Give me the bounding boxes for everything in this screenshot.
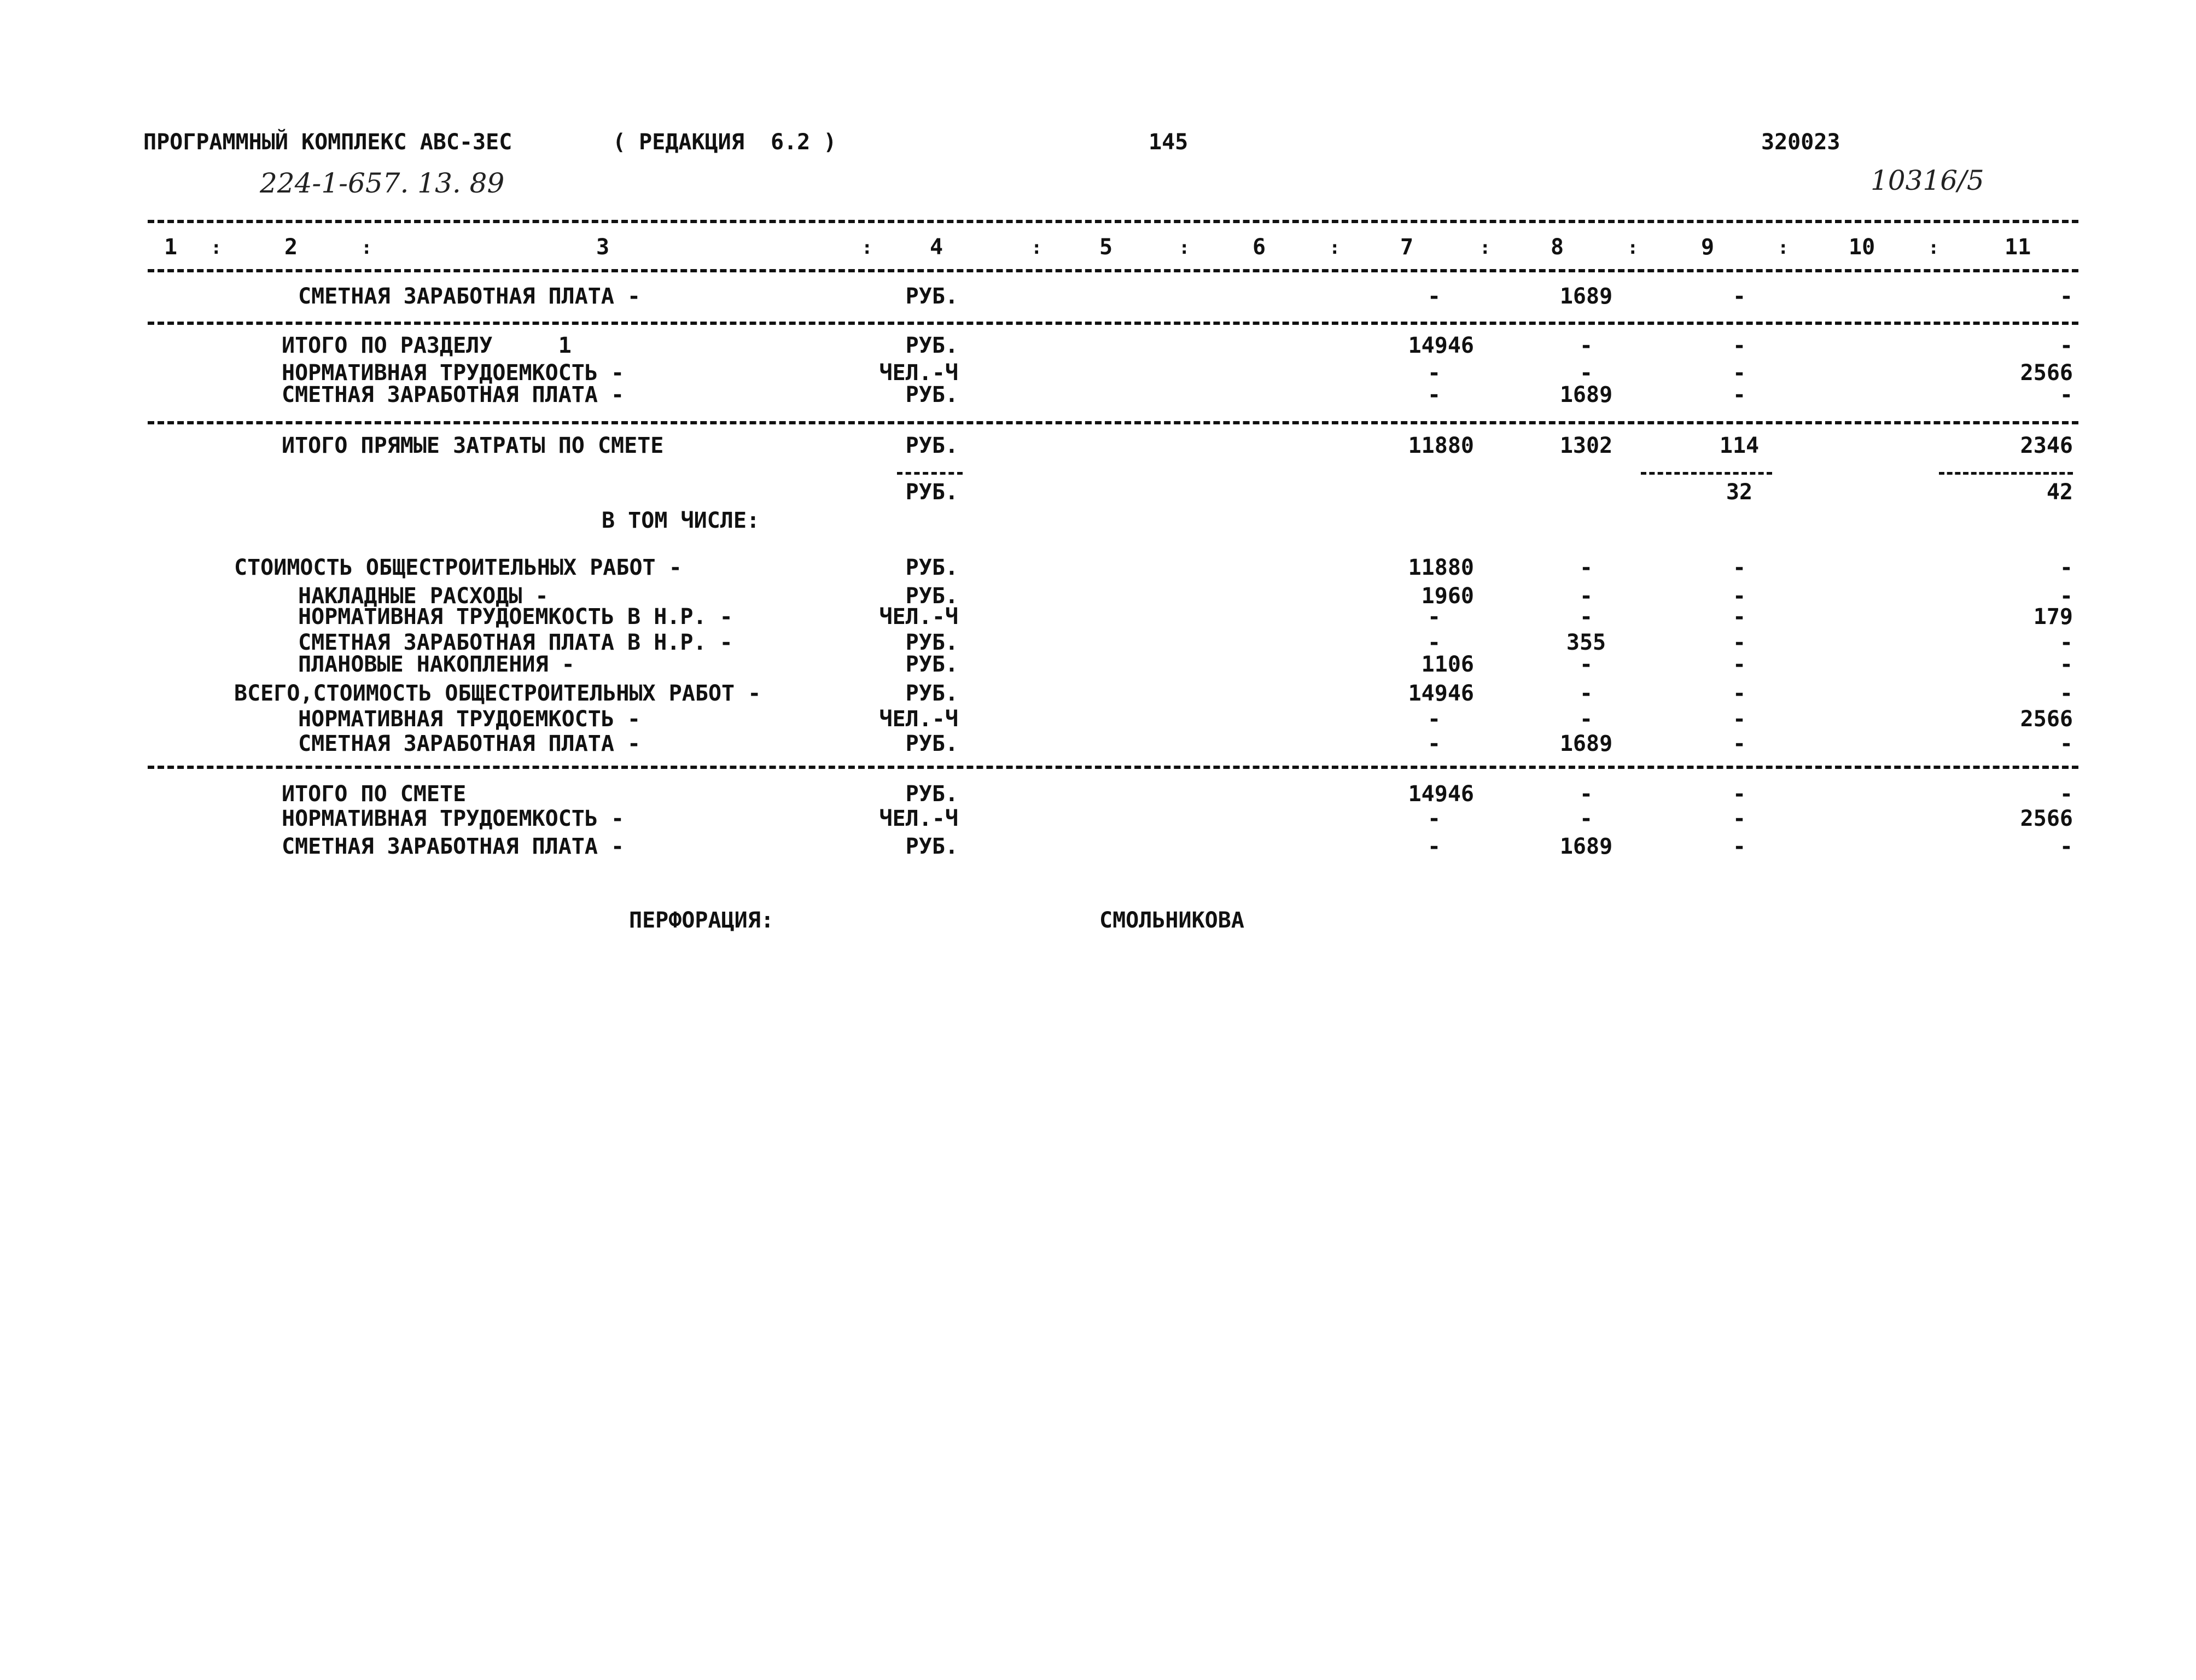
row-unit: РУБ. — [905, 433, 958, 458]
cell-col9: - — [1732, 681, 1746, 706]
cell-col11: 42 — [2046, 480, 2073, 505]
page-number: 145 — [1149, 130, 1189, 155]
cell-col9: - — [1732, 707, 1746, 732]
cell-col9: - — [1732, 333, 1746, 358]
cell-col9: - — [1732, 834, 1746, 859]
column-separator: : — [1627, 237, 1639, 259]
cell-col11: - — [2059, 584, 2073, 609]
cell-col11: - — [2059, 382, 2073, 407]
row-label: СМЕТНАЯ ЗАРАБОТНАЯ ПЛАТА В Н.Р. - — [298, 630, 733, 655]
handwritten-sheet-number: 10316/5 — [1871, 165, 1984, 196]
row-unit: РУБ. — [905, 834, 958, 859]
column-header: 3 — [596, 235, 610, 260]
cell-col9: - — [1732, 652, 1746, 677]
cell-col8: - — [1579, 360, 1593, 386]
cell-col7: - — [1428, 630, 1441, 655]
row-label: ПЛАНОВЫЕ НАКОПЛЕНИЯ - — [298, 652, 575, 677]
cell-col9: - — [1732, 382, 1746, 407]
row-unit: ЧЕЛ.-Ч — [879, 806, 958, 831]
cell-col9: - — [1732, 555, 1746, 580]
row-unit: РУБ. — [905, 652, 958, 677]
section-rule — [148, 766, 2078, 769]
col9-underline — [1641, 472, 1772, 475]
row-label: В ТОМ ЧИСЛЕ: — [602, 508, 760, 533]
cell-col8: 1689 — [1559, 834, 1613, 859]
cell-col8: - — [1579, 604, 1593, 629]
cell-col11: 2566 — [2020, 806, 2073, 831]
cell-col8: - — [1579, 333, 1593, 358]
edition-label: ( РЕДАКЦИЯ 6.2 ) — [613, 130, 837, 155]
row-label: СМЕТНАЯ ЗАРАБОТНАЯ ПЛАТА - — [298, 284, 641, 309]
cell-col11: - — [2059, 652, 2073, 677]
cell-col7: - — [1428, 360, 1441, 386]
row-label: НОРМАТИВНАЯ ТРУДОЕМКОСТЬ - — [298, 707, 641, 732]
cell-col7: 1106 — [1421, 652, 1474, 677]
cell-col7: 1960 — [1421, 584, 1474, 609]
column-header-rule — [148, 269, 2078, 272]
column-separator: : — [1928, 237, 1939, 259]
cell-col11: 2566 — [2020, 360, 2073, 386]
cell-col8: - — [1579, 707, 1593, 732]
table-top-rule — [148, 220, 2078, 223]
column-header: 4 — [930, 235, 943, 260]
cell-col7: - — [1428, 284, 1441, 309]
cell-col8: 1302 — [1559, 433, 1613, 458]
column-separator: : — [861, 237, 873, 259]
row-unit: РУБ. — [905, 333, 958, 358]
cell-col9: 114 — [1719, 433, 1760, 458]
cell-col7: 11880 — [1408, 555, 1474, 580]
row-label: СТОИМОСТЬ ОБЩЕСТРОИТЕЛЬНЫХ РАБОТ - — [234, 555, 682, 580]
cell-col7: 14946 — [1408, 781, 1474, 807]
column-header: 10 — [1849, 235, 1875, 260]
row-unit: РУБ. — [905, 630, 958, 655]
handwritten-project-number: 224-1-657. 13. 89 — [260, 167, 505, 199]
cell-col9: - — [1732, 630, 1746, 655]
cell-col7: - — [1428, 731, 1441, 756]
row-label: НОРМАТИВНАЯ ТРУДОЕМКОСТЬ В Н.Р. - — [298, 604, 733, 629]
row-unit: РУБ. — [905, 382, 958, 407]
cell-col8: 355 — [1566, 630, 1606, 655]
section-rule — [148, 322, 2078, 325]
row-label: ИТОГО ПО СМЕТЕ — [282, 781, 467, 807]
cell-col11: - — [2059, 555, 2073, 580]
column-separator: : — [1031, 237, 1042, 259]
cell-col7: 14946 — [1408, 681, 1474, 706]
column-separator: : — [361, 237, 372, 259]
cell-col11: 2566 — [2020, 707, 2073, 732]
cell-col8: - — [1579, 781, 1593, 807]
footer-name: СМОЛЬНИКОВА — [1099, 908, 1244, 933]
cell-col9: - — [1732, 284, 1746, 309]
cell-col7: 11880 — [1408, 433, 1474, 458]
cell-col7: 14946 — [1408, 333, 1474, 358]
cell-col8: - — [1579, 584, 1593, 609]
row-label: ВСЕГО,СТОИМОСТЬ ОБЩЕСТРОИТЕЛЬНЫХ РАБОТ - — [234, 681, 761, 706]
cell-col7: - — [1428, 707, 1441, 732]
cell-col9: - — [1732, 360, 1746, 386]
column-header: 2 — [284, 235, 298, 260]
column-header: 5 — [1099, 235, 1113, 260]
column-header: 8 — [1551, 235, 1564, 260]
cell-col7: - — [1428, 834, 1441, 859]
cell-col11: - — [2059, 781, 2073, 807]
column-header: 1 — [164, 235, 178, 260]
row-label: ИТОГО ПРЯМЫЕ ЗАТРАТЫ ПО СМЕТЕ — [282, 433, 664, 458]
row-unit: РУБ. — [905, 781, 958, 807]
cell-col11: - — [2059, 333, 2073, 358]
cell-col8: - — [1579, 555, 1593, 580]
column-separator: : — [1329, 237, 1341, 259]
cell-col11: - — [2059, 731, 2073, 756]
cell-col9: - — [1732, 604, 1746, 629]
column-header: 7 — [1400, 235, 1414, 260]
cell-col7: - — [1428, 604, 1441, 629]
cell-col9: - — [1732, 731, 1746, 756]
row-label: НАКЛАДНЫЕ РАСХОДЫ - — [298, 584, 549, 609]
cell-col9: - — [1732, 584, 1746, 609]
row-unit: РУБ. — [905, 584, 958, 609]
row-unit: ЧЕЛ.-Ч — [879, 360, 958, 386]
row-unit: РУБ. — [905, 284, 958, 309]
cell-col9: - — [1732, 781, 1746, 807]
cell-col11: 179 — [2033, 604, 2073, 629]
cell-col11: 2346 — [2020, 433, 2073, 458]
row-label: ИТОГО ПО РАЗДЕЛУ 1 — [282, 333, 572, 358]
column-separator: : — [1479, 237, 1491, 259]
cell-col8: 1689 — [1559, 382, 1613, 407]
cell-col11: - — [2059, 630, 2073, 655]
column-header: 11 — [2005, 235, 2031, 260]
unit-underline — [897, 472, 963, 475]
program-title: ПРОГРАММНЫЙ КОМПЛЕКС АВС-3ЕС — [143, 130, 512, 155]
col11-underline — [1939, 472, 2073, 475]
cell-col8: - — [1579, 652, 1593, 677]
cell-col11: - — [2059, 284, 2073, 309]
column-header: 9 — [1701, 235, 1715, 260]
document-code: 320023 — [1761, 130, 1840, 155]
cell-col7: - — [1428, 806, 1441, 831]
row-unit: РУБ. — [905, 731, 958, 756]
cell-col9: - — [1732, 806, 1746, 831]
cell-col9: 32 — [1726, 480, 1753, 505]
footer-label: ПЕРФОРАЦИЯ: — [629, 908, 774, 933]
row-label: СМЕТНАЯ ЗАРАБОТНАЯ ПЛАТА - — [282, 382, 625, 407]
row-unit: ЧЕЛ.-Ч — [879, 604, 958, 629]
row-label: НОРМАТИВНАЯ ТРУДОЕМКОСТЬ - — [282, 806, 625, 831]
column-header: 6 — [1253, 235, 1266, 260]
row-unit: ЧЕЛ.-Ч — [879, 707, 958, 732]
cell-col7: - — [1428, 382, 1441, 407]
row-label: НОРМАТИВНАЯ ТРУДОЕМКОСТЬ - — [282, 360, 625, 386]
cell-col8: 1689 — [1559, 284, 1613, 309]
row-unit: РУБ. — [905, 555, 958, 580]
cell-col11: - — [2059, 681, 2073, 706]
cell-col11: - — [2059, 834, 2073, 859]
cell-col8: - — [1579, 806, 1593, 831]
column-separator: : — [211, 237, 222, 259]
cell-col8: - — [1579, 681, 1593, 706]
row-label: СМЕТНАЯ ЗАРАБОТНАЯ ПЛАТА - — [298, 731, 641, 756]
cell-col8: 1689 — [1559, 731, 1613, 756]
section-rule — [148, 421, 2078, 424]
row-label: СМЕТНАЯ ЗАРАБОТНАЯ ПЛАТА - — [282, 834, 625, 859]
column-separator: : — [1179, 237, 1190, 259]
column-separator: : — [1778, 237, 1789, 259]
row-unit: РУБ. — [905, 480, 958, 505]
row-unit: РУБ. — [905, 681, 958, 706]
